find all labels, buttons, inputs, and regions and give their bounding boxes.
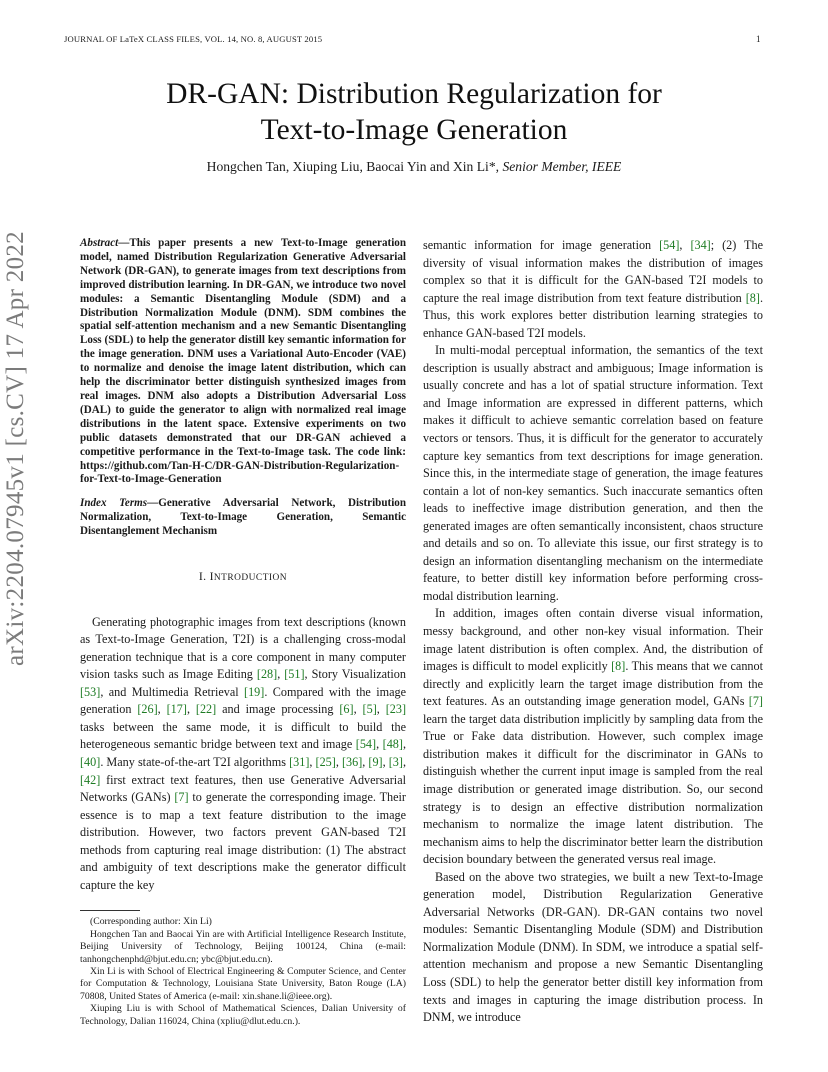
text-run: ,	[376, 737, 383, 752]
text-run: ,	[309, 754, 316, 769]
index-terms-label: Index Terms	[80, 497, 148, 510]
author-names: Hongchen Tan, Xiuping Liu, Baocai Yin and Xin Li*,	[206, 159, 500, 174]
abstract-label: Abstract	[80, 237, 119, 249]
author-list	[64, 159, 764, 175]
intro-paragraph-4: Based on the above two strategies, we built a new Text-to-Image generation model, Distribution Regularization Generative Adversarial Networks (DR-GAN). DR-GAN contains two novel modules: Semantic Disentangling Module (SDM) and Distribution Normalization Module (DNM). In SDM, we introduce a spatial self-attention mechanism and propose a new Semantic Disentangling Loss (SDL) to help the generator better distill key information from texts and images in capturing the image distribution process. In DNM, we introduce	[423, 869, 763, 1025]
citation-link[interactable]: [8]	[745, 290, 760, 305]
text-run: . This means that we cannot directly and explicitly learn the target image distribution from the text features. As an outstanding image generation model, GANs	[423, 659, 763, 709]
citation-link[interactable]: [53]	[80, 684, 101, 699]
text-run: ,	[186, 702, 196, 717]
text-run: In addition, images often contain diverse visual information, messy background, and other non-key visual information. Their image latent distribution is often complex. And, the distribution of images is difficult to model explicitly	[423, 606, 763, 674]
citation-link[interactable]: [40]	[80, 754, 101, 769]
text-run: semantic information for image generation	[423, 238, 660, 252]
text-run: ,	[277, 667, 285, 682]
text-run: ,	[402, 737, 407, 752]
index-terms	[80, 497, 406, 539]
citation-link[interactable]: [3]	[388, 754, 403, 769]
text-run: Generating photographic images from text descriptions (known as Text-to-Image Generation, T2I) is a challenging cross-modal generation technique that is a core component in many computer vision tasks such as Image Editing	[80, 614, 406, 682]
text-run: . Compared with the image generation	[80, 684, 406, 717]
section-heading-introduction	[80, 568, 406, 588]
citation-link[interactable]: [31]	[289, 754, 310, 769]
intro-paragraph-1	[80, 614, 406, 895]
paper-title	[64, 76, 764, 148]
intro-paragraph-3	[423, 605, 763, 868]
intro-paragraph-2: In multi-modal perceptual information, the semantics of the text description is usually abstract and ambiguous; Image information is usually concrete and has a lot of spatial structure information. Text and Image information are expressed in different patterns, which makes it difficult to achieve semantic correlation based on feature vectors or tensors. Thus, it is difficult for the generator to accurately capture key semantics from text descriptions for image generation. Since this, in the intermediate stage of generation, the image features contain a lot of non-key semantics. Such inaccurate semantics often leads to ineffective image distribution generation, and then the generated images are often semantically inconsistent, chaos structure and details and so on. To alleviate this issue, our first strategy is to design an information disentangling mechanism on the intermediate feature, to better distill key information before performing cross-modal distribution learning.	[423, 343, 763, 603]
left-column	[80, 237, 406, 1028]
text-run: ; (2) The diversity of visual information makes the distribution of images complex so that it is difficult for the GAN-based T2I models to capture the real image distribution from text feature distribution	[423, 238, 764, 305]
footnote-affiliation-tan-yin: Hongchen Tan and Baocai Yin are with Artificial Intelligence Research Institute, Beijing University of Technology, Beijing 100124, China (e-mail: tanhongchenphd@bjut.edu.cn; ybc@bjut.edu.cn).	[80, 928, 406, 965]
section-numeral: I.	[198, 569, 210, 584]
footnote-rule	[80, 910, 140, 911]
text-run: ,	[376, 702, 386, 717]
citation-link[interactable]: [17]	[166, 702, 187, 717]
text-run: learn the target data distribution implicitly by sampling data from the True or Fake data distribution. However, such complex image distribution makes it difficult for the discriminator in GANs to distinguish whether the current input image is sampled from the real image distribution or generated image distribution. So, our second strategy is to design an effective distribution normalization mechanism to normalize the image latent distribution. The mechanism aims to help the discriminator better learn the distribution decision boundary between the generated versus real image.	[423, 711, 763, 867]
citation-link[interactable]: [7]	[174, 790, 189, 805]
title-line-2: Text-to-Image Generation	[260, 114, 568, 146]
footnote-affiliation-li: Xin Li is with School of Electrical Engineering & Computer Science, and Center for Computation & Technology, Louisiana State University, Baton Rouge (LA) 70808, United States of America (e-mail: xin.shane.li@ieee.org).	[80, 965, 406, 1002]
section-rest: NTRODUCTION	[213, 573, 288, 584]
text-run: , and Multimedia Retrieval	[100, 684, 245, 699]
citation-link[interactable]: [42]	[80, 772, 101, 787]
citation-link[interactable]: [5]	[362, 702, 377, 717]
citation-link[interactable]: [28]	[256, 667, 278, 682]
citation-link[interactable]: [54]	[355, 737, 377, 752]
citation-link[interactable]: [36]	[341, 754, 363, 769]
intro-paragraph-continued	[423, 237, 763, 342]
text-run: and image processing	[216, 702, 340, 717]
citation-link[interactable]: [22]	[195, 702, 217, 717]
abstract-text: —This paper presents a new Text-to-Image generation model, named Distribution Regularization Generative Adversarial Network (DR-GAN), to generate images from text descriptions from improved distribution learning. In DR-GAN, we introduce two novel modules: a Semantic Disentangling Module (SDM) and a Distribution Normalization Module (DNM). SDM combines the spatial self-attention mechanism and a new Semantic Disentangling Loss (SDL) to help the generator distill key semantic information for the image generation. DNM uses a Variational Auto-Encoder (VAE) to normalize and denoise the image latent distribution, which can help the discriminator better distinguish synthesized images from real images. DNM also adopts a Distribution Adversarial Loss (DAL) to guide the generator to align with normalized real image distributions in the latent space. Extensive experiments on two public datasets demonstrated that our DR-GAN achieved a competitive performance in the Text-to-Image task. The code link: https://github.com/Tan-H-C/DR-GAN-Distribution-Regularization-for-Text-to-Image-Generation	[80, 237, 406, 486]
abstract	[80, 237, 406, 487]
text-run: , Story Visualization	[304, 667, 406, 682]
citation-link[interactable]: [48]	[382, 737, 403, 752]
citation-link[interactable]: [7]	[748, 694, 763, 709]
page-number: 1	[756, 34, 761, 44]
text-run: ,	[402, 754, 406, 769]
right-column	[423, 237, 763, 1027]
citation-link[interactable]: [8]	[611, 659, 626, 674]
author-role: Senior Member, IEEE	[502, 159, 622, 174]
citation-link[interactable]: [54]	[659, 238, 680, 252]
title-line-1: DR-GAN: Distribution Regularization for	[166, 78, 662, 110]
citation-link[interactable]: [6]	[339, 702, 354, 717]
text-run: first extract text features, then use Generative Adversarial Networks (GANs)	[80, 772, 406, 805]
running-header: JOURNAL OF LaTeX CLASS FILES, VOL. 14, NO. 8, AUGUST 2015	[64, 34, 323, 44]
text-run: to generate the corresponding image. Their essence is to map a text feature distribution to the image distribution. However, two factors prevent GAN-based T2I methods from capturing real image distribution: (1) The abstract and ambiguity of text descriptions make the generator difficult capture the key	[80, 790, 406, 892]
arxiv-stamp: arXiv:2204.07945v1 [cs.CV] 17 Apr 2022	[2, 231, 29, 666]
citation-link[interactable]: [51]	[284, 667, 305, 682]
citation-link[interactable]: [26]	[137, 702, 158, 717]
text-run: . Many state-of-the-art T2I algorithms	[100, 754, 290, 769]
citation-link[interactable]: [25]	[315, 754, 336, 769]
text-run: ,	[157, 702, 167, 717]
citation-link[interactable]: [34]	[690, 238, 711, 252]
footnote-corresponding: (Corresponding author: Xin Li)	[90, 916, 212, 928]
text-run: ,	[679, 238, 691, 252]
text-run: ,	[353, 702, 363, 717]
citation-link[interactable]: [19]	[244, 684, 265, 699]
section-initial: I	[209, 569, 214, 584]
index-terms-text: —Generative Adversarial Network, Distribution Normalization, Text-to-Image Generation, Semantic Disentanglement Mechanism	[80, 497, 406, 538]
text-run: . Thus, this work explores better distribution learning strategies to enhance GAN-based T2I models.	[423, 290, 763, 340]
text-run: ,	[382, 754, 389, 769]
footnote-affiliation-liu: Xiuping Liu is with School of Mathematical Sciences, Dalian University of Technology, Dalian 116024, China (xpliu@dlut.edu.cn.).	[80, 1003, 406, 1027]
text-run: ,	[362, 754, 369, 769]
citation-link[interactable]: [9]	[368, 754, 383, 769]
text-run: ,	[335, 754, 342, 769]
text-run: tasks between the same mode, it is difficult to build the heterogeneous semantic bridge between text and image	[80, 719, 406, 752]
citation-link[interactable]: [23]	[385, 702, 407, 717]
